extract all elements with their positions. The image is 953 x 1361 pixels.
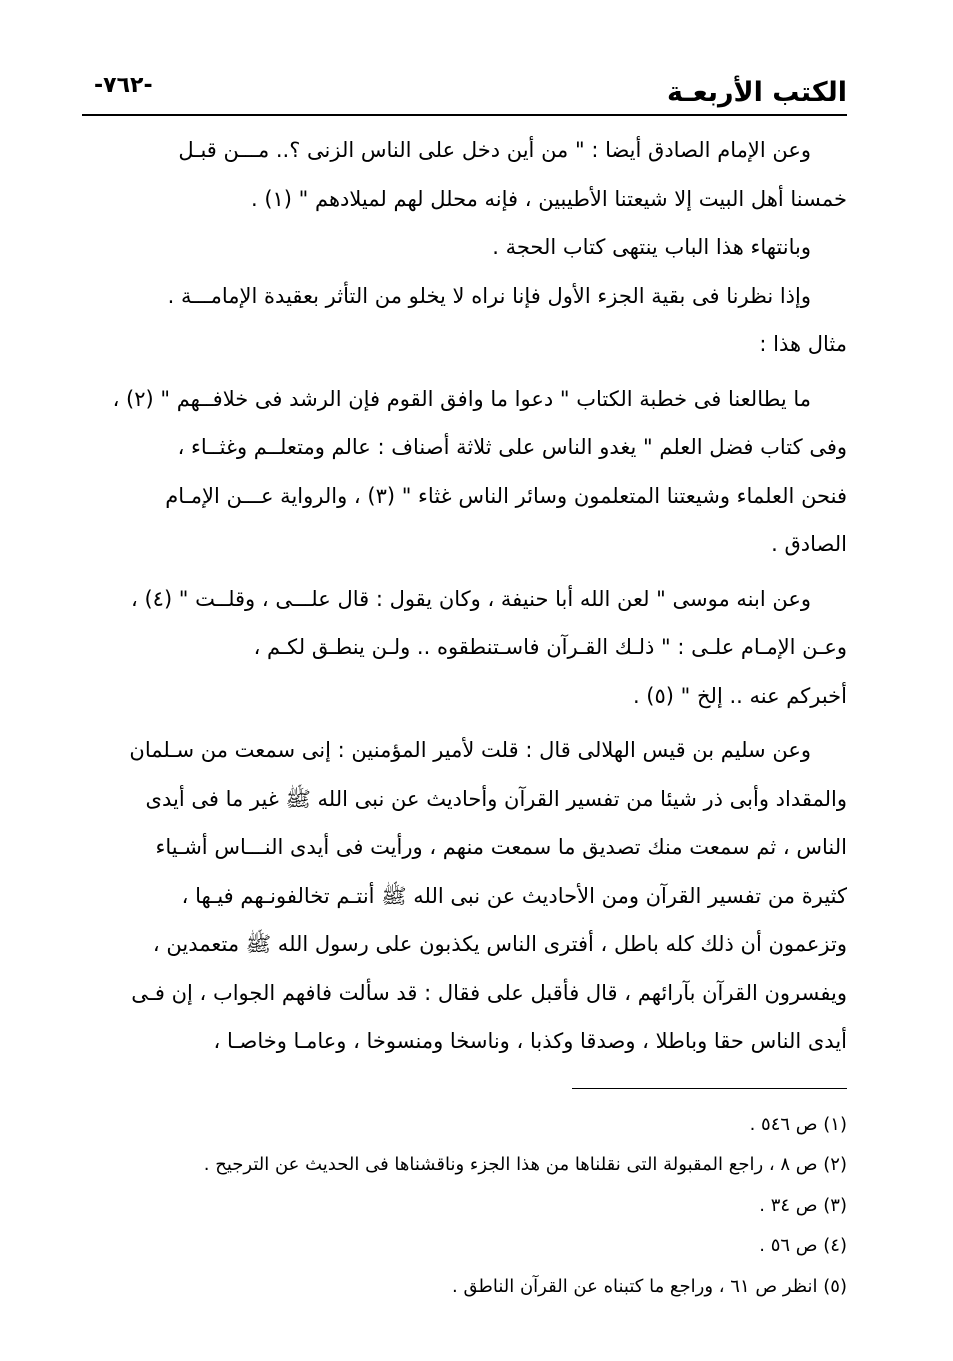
document-page	[82, 62, 847, 1307]
footnote: (١) ص ٥٤٦ .	[749, 1113, 847, 1135]
footnote: (٣) ص ٣٤ .	[759, 1194, 847, 1216]
paragraph: وإذا نظرنا فى بقية الجزء الأول فإنا نراه لا يخلو من التأثر بعقيدة الإمامـــة . مثال هذا :	[167, 283, 847, 356]
paragraph: وعن الإمام الصادق أيضا : " من أين دخل على الناس الزنى ؟.. مـــن قبـل خمسنا أهل البيت إلا شيعتنا الأطيبين ، فإنه محلل لهم لميلادهم " (١) .	[178, 138, 847, 211]
paragraph: وعن سليم بن قيس الهلالى قال : قلت لأمير المؤمنين : إنى سمعت من سـلمان والمقداد وأبى ذر شيئا من تفسير القرآن وأحاديث عن نبى الله ﷺ غير ما فى أيدى الناس ، ثم سمعت منك تصديق ما سمعت منهم ، ورأيت فى أيدى النـــاس أشـياء كثيرة من تفسير القرآن ومن الأحاديث عن نبى الله ﷺ أنتـم تخالفونـهم فيـها ، وتزعمون أن ذلك كله باطل ، أفترى الناس يكذبون على رسول الله ﷺ متعمدين ، ويفسرون القرآن بآرائهم ، قال فأقبل على فقال : قد سألت فافهم الجواب ، إن فـى أيدى الناس حقا وباطلا ، وصدقا وكذبا ، وناسخا ومنسوخا ، وعامـا وخاصـا ،	[129, 738, 847, 1053]
page-number: -٧٦٢-	[94, 73, 153, 98]
paragraph: وبانتهاء هذا الباب ينتهى كتاب الحجة .	[492, 235, 811, 259]
footnote: (٢) ص ٨ ، راجع المقبولة التى نقلناها من هذا الجزء وناقشناها فى الحديث عن الترجيح .	[203, 1154, 847, 1175]
page-header	[82, 62, 847, 116]
footnotes	[82, 1105, 847, 1308]
paragraph: وعن ابنه موسى " لعن الله أبا حنيفة ، وكان يقول : قال علـــى ، وقلــت " (٤) ، وعـن الإمـام علـى : " ذلـك القـرآن فاسـتنطقوه .. ولـن ينطـق لكـم ، أخبركم عنه .. إلخ " (٥) .	[131, 586, 847, 708]
footnote-separator	[572, 1088, 847, 1089]
running-title: الكتب الأربعـة	[667, 77, 847, 108]
body-text	[82, 126, 847, 1066]
paragraph: ما يطالعنا فى خطبة الكتاب " دعوا ما وافق القوم فإن الرشد فى خلافــهم " (٢) ، وفى كتاب فضل العلم " يغدو الناس على ثلاثة أصناف : عالم ومتعلــم وغثــاء ، فنحن العلماء وشيعتنا المتعلمون وسائر الناس غثاء " (٣) ، والرواية عـــن الإمـام الصادق .	[112, 386, 847, 556]
footnote: (٥) انظر ص ٦١ ، وراجع ما كتبناه عن القرآن الناطق .	[452, 1275, 847, 1297]
footnote: (٤) ص ٥٦ .	[759, 1235, 847, 1256]
